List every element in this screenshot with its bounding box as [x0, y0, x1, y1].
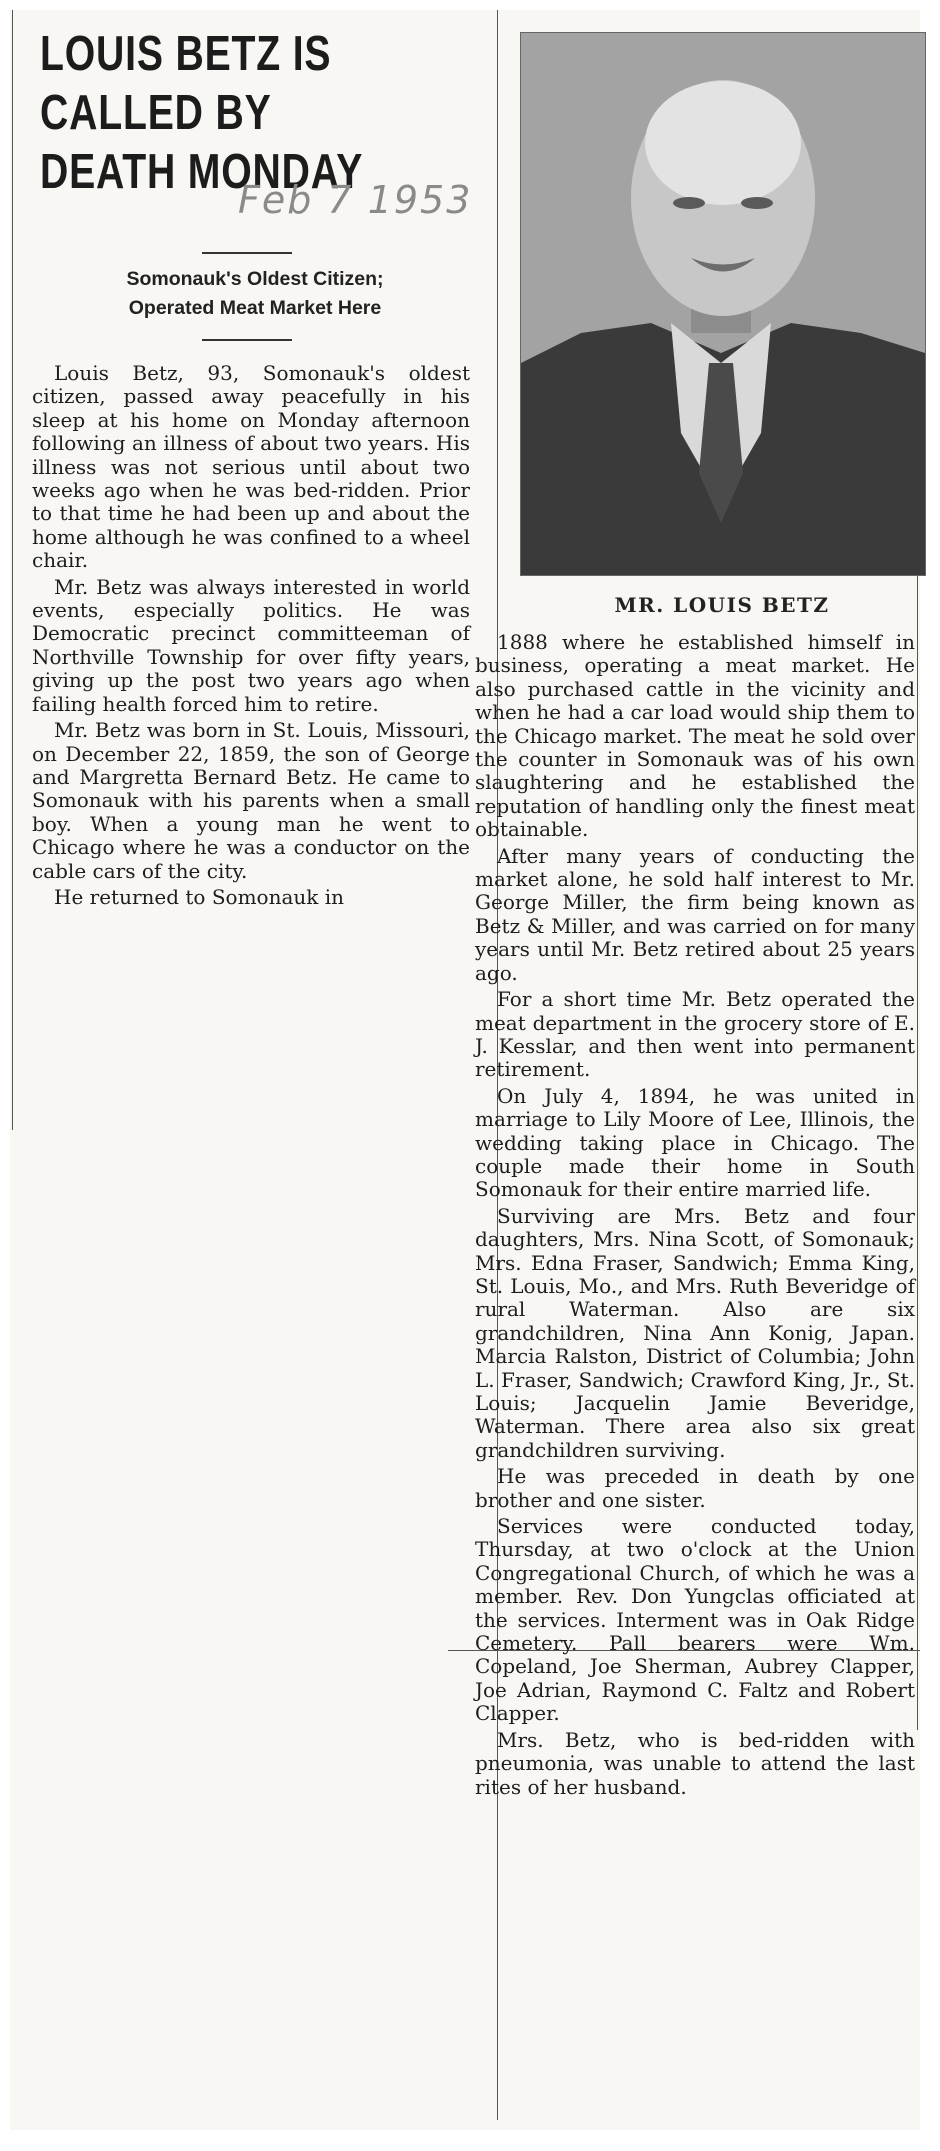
article-paragraph: Louis Betz, 93, Somonauk's oldest citizen, passed away peacefully in his sleep at his home on Monday afternoon following an illness of about two years. His illness was not serious until about two weeks ago when he was bed-ridden. Prior to that time he had been up and about the home although he was confined to a wheel chair. [32, 361, 470, 573]
article-paragraph: Mr. Betz was born in St. Louis, Missouri, on December 22, 1859, the son of George and Margretta Bernard Betz. He came to Somonauk with his parents when a small boy. When a young man he went to Chicago where he was a conductor on the cable cars of the city. [32, 718, 470, 883]
article-paragraph: Mr. Betz was always interested in world events, especially politics. He was Democratic precinct committeeman of Northville Township for over fifty years, giving up the post two years ago when failing health forced him to retire. [32, 574, 470, 716]
article-paragraph: Services were conducted today, Thursday, at two o'clock at the Union Congregational Church, of which he was a member. Rev. Don Yungclas officiated at the services. Interment was in Oak Ridge Cemetery. Pall bearers were Wm. Copeland, Joe Sherman, Aubrey Clapper, Joe Adrian, Raymond C. Faltz and Robert Clapper. [475, 1514, 915, 1726]
headline: LOUIS BETZ IS CALLED BY DEATH MONDAY [40, 27, 364, 199]
article-paragraph: On July 4, 1894, he was united in marriage to Lily Moore of Lee, Illinois, the wedding taking place in Chicago. The couple made their home in South Somonauk for their entire married life. [475, 1083, 915, 1202]
subhead-line-2: Operated Meat Market Here [128, 297, 382, 319]
article-paragraph: After many years of conducting the market alone, he sold half interest to Mr. George Miller, the firm being known as Betz & Miller, and was carried on for many years until Mr. Betz retired about 25 years ago. [475, 843, 915, 985]
article-paragraph: He returned to Somonauk in [54, 884, 345, 909]
subhead-line-1: Somonauk's Oldest Citizen; [126, 268, 384, 290]
article-paragraph: For a short time Mr. Betz operated the meat department in the grocery store of E. J. Kesslar, and then went into permanent retirement. [475, 987, 915, 1082]
article-column-2 [475, 631, 915, 1802]
portrait-photo [520, 32, 926, 576]
left-border-rule [12, 10, 13, 1130]
subhead-rule-top [202, 252, 292, 254]
subhead-rule-bottom [202, 339, 292, 341]
article-paragraph: He was preceded in death by one brother and one sister. [475, 1464, 915, 1512]
article-column-1 [32, 362, 470, 912]
portrait-image [521, 33, 925, 575]
photo-caption: MR. LOUIS BETZ [614, 593, 830, 617]
article-paragraph: 1888 where he established himself in business, operating a meat market. He also purchased cattle in the vicinity and when he had a car load would ship them to the Chicago market. The meat he sold over the counter in Somonauk was of his own slaughtering and he established the reputation of handling only the finest meat obtainable. [475, 630, 915, 842]
right-border-rule [917, 530, 918, 1730]
article-paragraph: Surviving are Mrs. Betz and four daughters, Mrs. Nina Scott, of Somonauk; Mrs. Edna Fraser, Sandwich; Emma King, St. Louis, Mo., and Mrs. Ruth Beveridge of rural Waterman. Also are six grandchildren, Nina Ann Konig, Japan. Marcia Ralston, District of Columbia; John L. Fraser, Sandwich; Crawford King, Jr., St. Louis; Jacquelin Jamie Beveridge, Waterman. There area also six great grandchildren surviving. [475, 1203, 915, 1462]
handwritten-date: Feb 7 1953 [238, 178, 473, 222]
newspaper-clipping [10, 10, 920, 2130]
article-paragraph: Mrs. Betz, who is bed-ridden with pneumonia, was unable to attend the last rites of her husband. [475, 1727, 915, 1799]
